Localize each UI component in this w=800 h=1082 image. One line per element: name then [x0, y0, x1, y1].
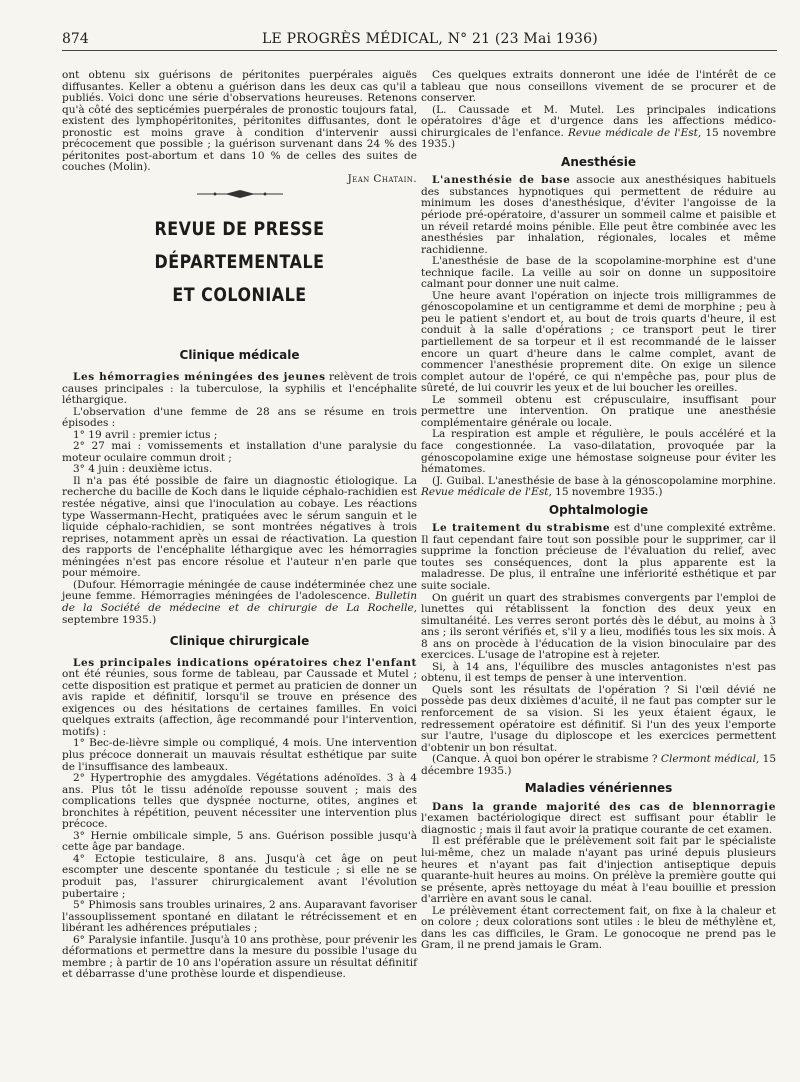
paragraph: On guérit un quart des strabismes convergents par l'emploi de lunettes qui rétablissent la fonction des deux yeux en simultanéité. Les verres seront portés dès le début, au moins à 3 ans ; ils seront vérifiés et, s'il y a lieu, modifiés tous les six mois. À 8 ans on procède à l'éducation de la vision binoculaire par des exercices. L'usage de l'atropine est à rejeter.	[421, 591, 776, 662]
section-heading: Clinique médicale	[179, 348, 300, 363]
citation-journal: Bulletin de la Société de médecine et de chirurgie de La Rochelle,	[62, 590, 417, 614]
citation-date: 15 novembre 1935.)	[421, 126, 776, 151]
banner-line-2: ET COLONIALE	[172, 285, 307, 307]
list-item: 6° Paralysie infantile. Jusqu'à 10 ans prothèse, pour prévenir les déformations et permettre dans la mesure du possible l'usage du membre ; à partir de 10 ans l'opération assure un résultat définitif et débarrasse d'une prothèse lourde et dispendieuse.	[62, 933, 417, 981]
section-heading: Clinique chirurgicale	[169, 634, 310, 649]
paragraph: ont obtenu six guérisons de péritonites puerpérales aiguës diffusantes. Keller a obtenu a guérison dans les deux cas qu'il a publiés. Voici donc une série d'observations heureuses. Retenons qu'à côté des septicémies puerpérales de pronostic toujours fatal, existent des lymphopéritonites, péritonites diffusantes, dont le pronostic est moins grave à condition d'intervenir aussi précocement que possible ; la guérison survenant dans 24 % des péritonites post-abortum et dans 10 % de celles des suites de couches (Molin).	[62, 69, 417, 174]
paragraph	[421, 523, 776, 592]
rubric-text: ont été réunies, sous forme de tableau, par Caussade et Mutel ; cette disposition est pratique et permet au praticien de donner un avis rapide et définitif, lorsqu'il se trouve en présence des exigences ou des hésitations de certaines familles. En voici quelques extraits (affection, âge recommandé pour l'intervention, motifs) :	[62, 668, 417, 738]
citation-journal: Clermont médical,	[660, 753, 760, 766]
citation	[421, 476, 776, 499]
paragraph: L'anesthésie de base de la scopolamine-morphine est d'une technique facile. La veille au soir on donne un suppositoire calmant pour donner une nuit calme.	[421, 255, 776, 291]
paragraph	[62, 372, 417, 407]
citation-text: (J. Guibal. L'anesthésie de base à la génoscopolamine morphine.	[432, 474, 776, 487]
list-item: 1° Bec-de-lièvre simple ou compliqué, 4 mois. Une intervention plus précoce donnerait un mauvais résultat esthétique par suite de l'insuffisance des lambeaux.	[62, 737, 417, 773]
citation-date: 15 décembre 1935.)	[421, 753, 776, 777]
paragraph: Ces quelques extraits donneront une idée de l'intérêt de ce tableau que nous conseillons vivement de se procurer et de conserver.	[421, 69, 776, 105]
paragraph: Si, à 14 ans, l'équilibre des muscles antagonistes n'est pas obtenu, il est temps de penser à une intervention.	[421, 660, 776, 685]
citation	[421, 105, 776, 151]
section-heading: Ophtalmologie	[548, 502, 649, 517]
paragraph: Le sommeil obtenu est crépusculaire, insuffisant pour permettre une intervention. On pratique une anesthésie complémentaire générale ou locale.	[421, 393, 776, 429]
paragraph: Il est préférable que le prélèvement soit fait par le spécialiste lui-même, chez un malade n'ayant pas uriné depuis plusieurs heures et n'ayant pas fait d'injection antiseptique depuis quarante-huit heures au moins. On prélève la première goutte qui se présente, après nettoyage du méat à l'eau bouillie et pression d'arrière en avant sous le canal.	[421, 835, 776, 906]
citation-journal: Revue médicale de l'Est,	[567, 126, 702, 139]
section-heading: Anesthésie	[561, 154, 636, 169]
paragraph: La respiration est ample et régulière, le pouls accéléré et la face congestionnée. La vaso-dilatation, provoquée par la génoscopolamine exige une hémostase soigneuse pour éviter les hématomes.	[421, 428, 776, 476]
list-item: 2° 27 mai : vomissements et installation d'une paralysie du moteur oculaire commun droit ;	[62, 440, 417, 464]
paragraph: Il n'a pas été possible de faire un diagnostic étiologique. La recherche du bacille de Koch dans le liquide céphalo-rachidien est restée négative, ainsi que l'inoculation au cobaye. Les réactions type Wassermann-Hecht, pratiquées avec le sérum sanguin et le liquide céphalo-rachidien, se sont montrées négatives à trois reprises, notamment après un essai de réactivation. La question des rapports de l'encéphalite léthargique avec les hémorragies méningées n'est pas encore résolue et l'auteur n'en parle que pour mémoire.	[62, 474, 417, 580]
author-signature: Jean Chatain.	[347, 172, 417, 185]
list-item: 3° 4 juin : deuxième ictus.	[73, 463, 213, 476]
citation-date: septembre 1935.)	[62, 613, 157, 626]
citation-journal: Revue médicale de l'Est,	[421, 486, 552, 499]
running-title: LE PROGRÈS MÉDICAL, N° 21 (23 Mai 1936)	[262, 31, 598, 47]
rubric: L'anesthésie de base	[432, 174, 571, 187]
list-item: 5° Phimosis sans troubles urinaires, 2 ans. Auparavant favoriser l'assouplissement spontané en dilatant le rétrécissement et en libérant les adhérences préputiales ;	[62, 899, 417, 935]
paragraph	[421, 175, 776, 256]
citation-text: (Canque. À quoi bon opérer le strabisme ?	[432, 753, 661, 766]
citation-text: (L. Caussade et M. Mutel. Les principales indications opératoires d'âge et d'urgence dans les affections médico-chirurgicales de l'enfance.	[421, 103, 776, 139]
paragraph: Quels sont les résultats de l'opération ? Si l'œil dévié ne possède pas deux dixièmes d'acuité, il ne faut pas compter sur le renforcement de sa vision. Si les yeux étaient égaux, le redressement opératoire est définitif. Si l'un des yeux l'emporte sur l'autre, l'usage du diploscope et les exercices permettent d'obtenir un bon résultat.	[421, 683, 776, 754]
ornament-divider	[62, 189, 417, 199]
page-number: 874	[62, 31, 89, 47]
paragraph: L'observation d'une femme de 28 ans se résume en trois épisodes :	[62, 405, 417, 430]
rubric: Les hémorragies méningées des jeunes	[73, 371, 326, 384]
rubric: Le traitement du strabisme	[432, 522, 611, 535]
left-column	[62, 70, 417, 981]
right-column	[421, 70, 776, 952]
citation-text: (Dufour. Hémorragie méningée de cause indéterminée chez une jeune femme. Hémorragies méningées de l'adolescence.	[62, 578, 417, 603]
rubric: Les principales indications opératoires chez l'enfant	[73, 656, 417, 669]
section-heading: Maladies vénériennes	[524, 781, 673, 796]
rubric-text: relèvent de trois causes principales : la tuberculose, la syphilis et l'encéphalite léthargique.	[62, 371, 417, 407]
paragraph: Une heure avant l'opération on injecte trois milligrammes de génoscopolamine et un centigramme et demi de morphine ; peu à peu le patient s'endort et, au bout de trois quarts d'heure, il est conduit à la salle d'opérations ; ce transport peut le tirer partiellement de sa torpeur et il est recommandé de le laisser encore un quart d'heure dans le calme complet, avant de commencer l'anesthésie proprement dite. On exige un silence complet autour de l'opéré, ce qui n'empêche pas, pour plus de sûreté, de lui couvrir les yeux et de lui boucher les oreilles.	[421, 289, 776, 395]
citation	[62, 580, 417, 626]
rubric-text: l'examen bactériologique direct est suffisant pour établir le diagnostic ; mais il faut avoir la pratique courante de cet examen.	[421, 812, 776, 836]
citation-date: 15 novembre 1935.)	[551, 486, 663, 499]
banner-line-1: REVUE DE PRESSE DÉPARTEMENTALE	[154, 219, 325, 274]
paragraph	[62, 658, 417, 739]
list-item: 2° Hypertrophie des amygdales. Végétations adénoïdes. 3 à 4 ans. Plus tôt le tissu adénoïde repousse souvent ; mais des complications telles que dyspnée nocturne, otites, angines et bronchites à répétition, peuvent nécessiter une intervention plus précoce.	[62, 772, 417, 831]
running-header	[62, 30, 777, 51]
list-item: 1° 19 avril : premier ictus ;	[73, 428, 218, 441]
rubric: Dans la grande majorité des cas de blennorragie	[432, 800, 776, 813]
list-item: 4° Ectopie testiculaire, 8 ans. Jusqu'à cet âge on peut escompter une descente spontanée du testicule ; si elle ne se produit pas, l'assurer chirurgicalement avant l'évolution pubertaire ;	[62, 852, 417, 900]
rubric-text: associe aux anesthésiques habituels des substances hypnotiques qui permettent de réduire au minimum les doses d'anesthésique, d'éviter l'angoisse de la période pré-opératoire, d'assurer un sommeil calme et paisible et un réveil retardé moins pénible. Elle peut être combinée avec les anesthésies par inhalation, régionales, locales et même rachidienne.	[421, 174, 776, 256]
citation	[421, 754, 776, 777]
rubric-text: est d'une complexité extrême. Il faut cependant faire tout son possible pour le supprimer, car il supprime la fonction précieuse de l'évaluation du relief, avec toutes ses conséquences, dont la plus apparente est la maladresse. De plus, il entraîne une infériorité esthétique et par suite sociale.	[421, 522, 776, 592]
section-banner	[87, 213, 392, 312]
paragraph	[421, 802, 776, 837]
paragraph: Le prélèvement étant correctement fait, on fixe à la chaleur et on colore ; deux colorations sont utiles : le bleu de méthylène et, dans les cas difficiles, le Gram. Le gonocoque ne prend pas le Gram, il ne prend jamais le Gram.	[421, 904, 776, 952]
list-item: 3° Hernie ombilicale simple, 5 ans. Guérison possible jusqu'à cette âge par bandage.	[62, 829, 417, 854]
